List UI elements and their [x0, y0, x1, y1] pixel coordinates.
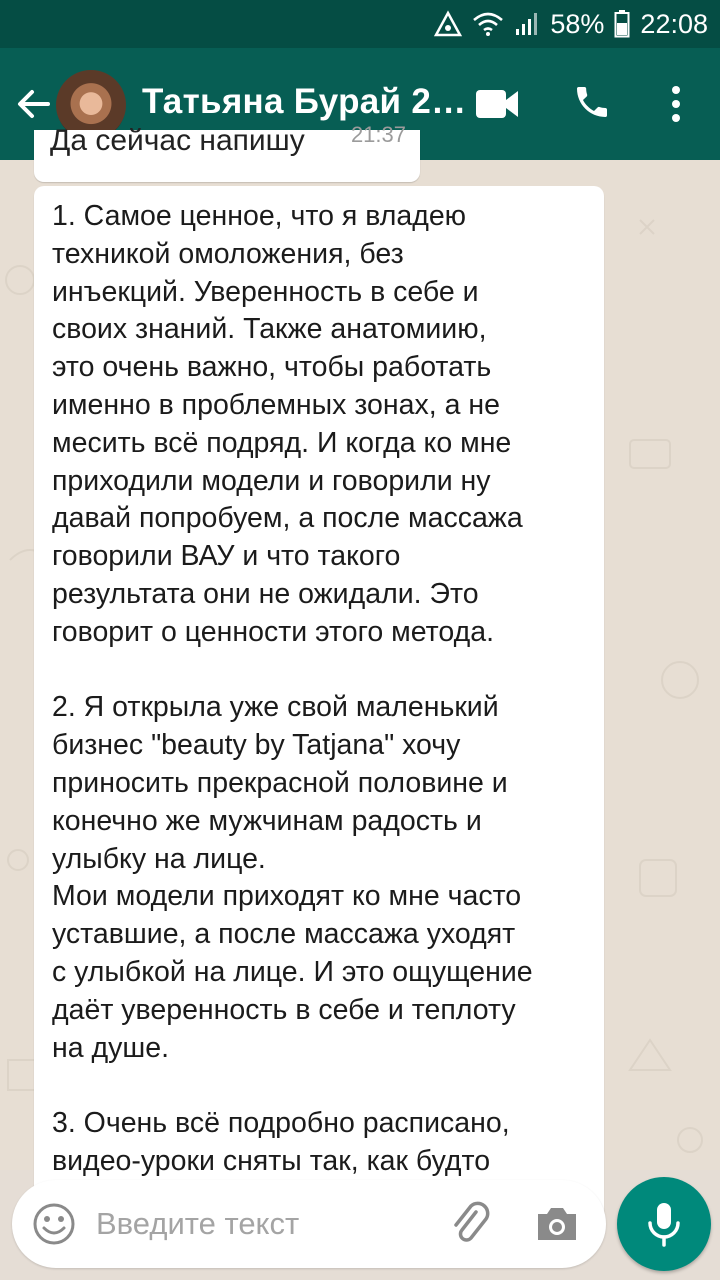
signal-icon	[514, 11, 540, 37]
chat-area[interactable]	[0, 122, 720, 1177]
camera-icon[interactable]	[534, 1202, 580, 1246]
contact-name[interactable]: Татьяна Бурай 2…	[142, 82, 467, 121]
battery-icon	[614, 10, 630, 38]
data-saver-icon	[434, 11, 462, 37]
message-input[interactable]	[96, 1180, 436, 1268]
attach-icon[interactable]	[446, 1200, 494, 1248]
video-call-icon[interactable]	[474, 86, 520, 122]
status-time: 22:08	[640, 8, 708, 39]
status-bar	[0, 0, 720, 48]
more-vert-icon[interactable]	[664, 82, 688, 126]
phone-icon[interactable]	[572, 82, 612, 122]
voice-message-button[interactable]	[617, 1177, 711, 1271]
emoji-icon[interactable]	[32, 1202, 76, 1246]
message-bubble[interactable]	[34, 186, 604, 1236]
previous-message-text: Да сейчас напишу	[50, 124, 305, 157]
previous-message-bubble[interactable]	[34, 122, 420, 182]
message-input-bar	[12, 1180, 606, 1268]
back-arrow-icon[interactable]	[14, 84, 54, 124]
wifi-icon	[472, 11, 504, 37]
message-text: 1. Самое ценное, что я владею техникой омоложения, без инъекций. Уверенность в себе и своих знаний. Также анатомиию, это очень важно, чтобы работать именно в проблемных зонах, а не месить всё подряд. И когда ко мне приходили модели и говорили ну давай попробуем, а после массажа говорили ВАУ и что такого результата они не ожидали. Это говорит о ценности этого метода. 2. Я открыла уже свой маленький бизнес "beauty by Tatjana" хочу приносить прекрасной половине и конечно же мужчинам радость и улыбку на лице. Мои модели приходят ко мне часто уставшие, а после массажа уходят с улыбкой на лице. И это ощущение даёт уверенность в себе и теплоту на душе. 3. Очень всё подробно расписано, видео-уроки сняты так, как будто	[52, 200, 533, 1177]
microphone-icon	[646, 1201, 682, 1247]
previous-message-time: 21:37	[350, 122, 406, 147]
battery-percent: 58%	[550, 8, 605, 39]
